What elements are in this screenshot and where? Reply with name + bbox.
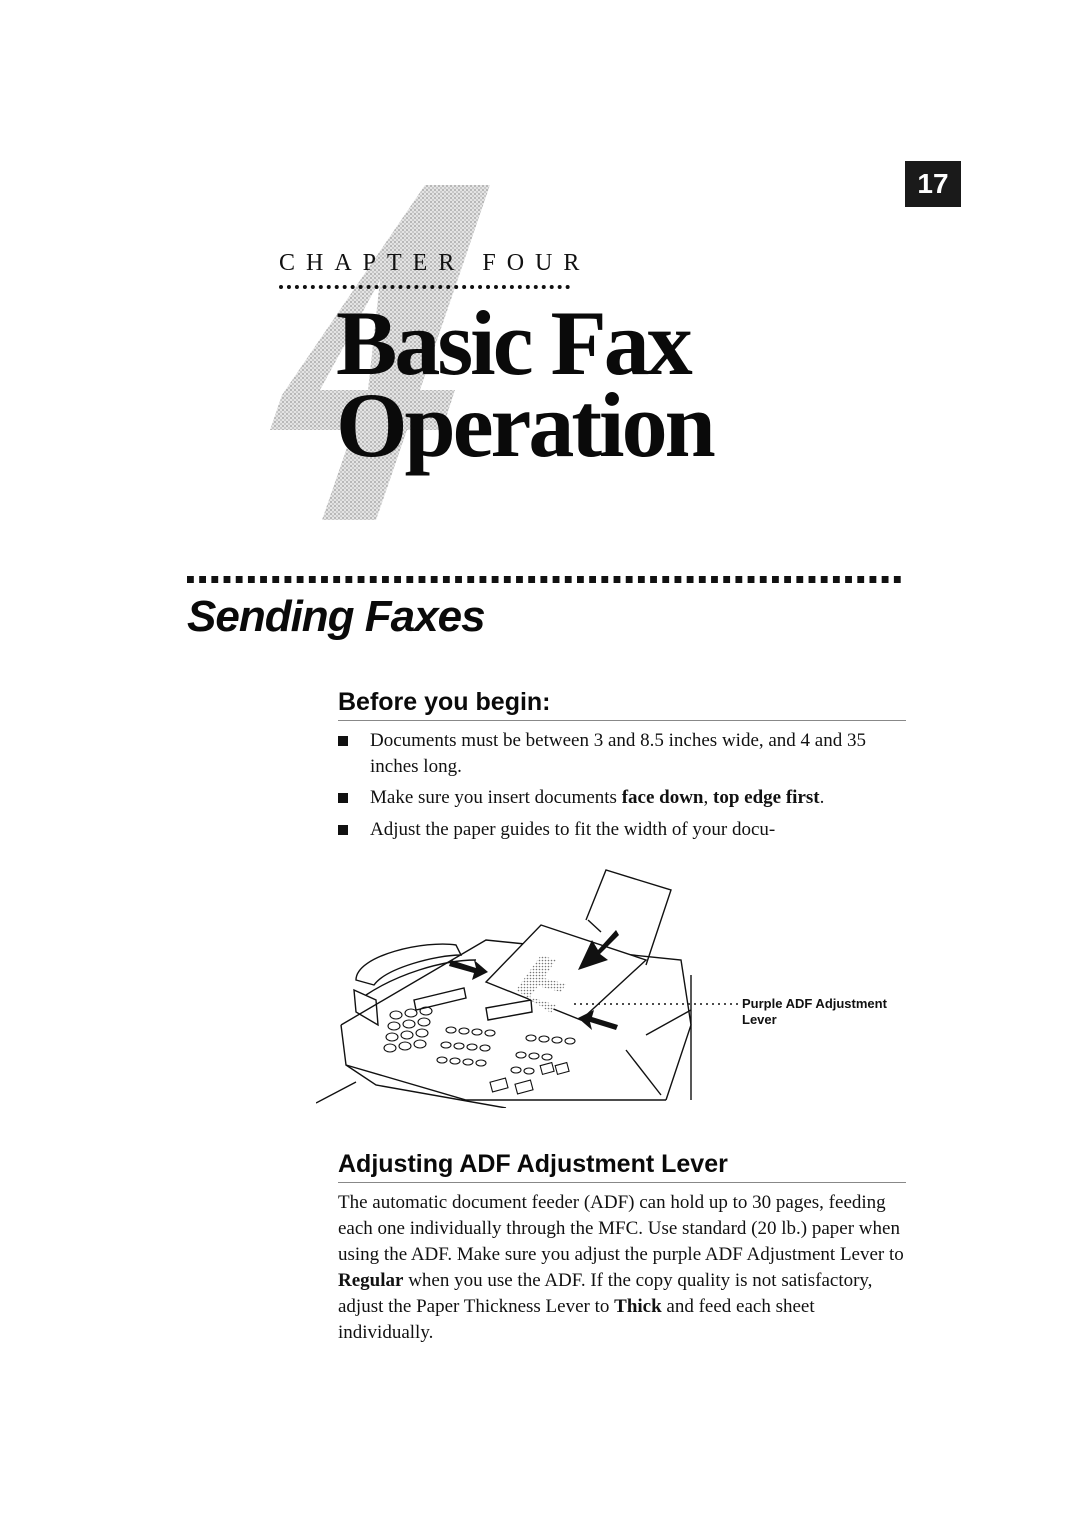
page-number: 17: [905, 161, 961, 207]
bullet-text: Adjust the paper guides to fit the width of your docu-: [370, 819, 776, 840]
section-dotted-rule: [187, 576, 905, 583]
bullet-text: [370, 785, 898, 811]
bullet-square-icon: [338, 736, 348, 746]
subheading-rule: [338, 720, 906, 721]
bullet-text-prefix: Make sure you insert documents: [370, 787, 622, 808]
callout-line1: Purple ADF Adjustment: [742, 996, 887, 1011]
bullet-item: [338, 728, 898, 780]
before-you-begin-heading: Before you begin:: [338, 688, 551, 716]
chapter-title-line1: Basic Fax: [336, 292, 690, 394]
figure-callout-label: [742, 996, 887, 1028]
bullet-square-icon: [338, 793, 348, 803]
callout-line2: Lever: [742, 1012, 777, 1027]
adf-bold-regular: Regular: [338, 1270, 404, 1291]
bullet-separator: ,: [703, 787, 714, 808]
bullet-bold-top-edge: top edge first: [713, 787, 820, 808]
fax-machine-illustration: [316, 860, 906, 1108]
subheading-rule: [338, 1182, 906, 1183]
adf-bold-thick: Thick: [614, 1296, 662, 1317]
adf-section-heading: Adjusting ADF Adjustment Lever: [338, 1150, 728, 1178]
bullet-suffix: .: [819, 787, 825, 808]
adf-paragraph: [338, 1190, 906, 1346]
bullet-text: Documents must be between 3 and 8.5 inches wide, and 4 and 35 inches long.: [370, 730, 866, 777]
adf-para-part2: when you use the ADF. If the copy quality is not satisfactory, adjust the Paper Thickness Lever to: [338, 1270, 873, 1317]
chapter-dotted-rule: [279, 285, 570, 289]
chapter-label: CHAPTER FOUR: [279, 250, 591, 276]
section-heading: Sending Faxes: [187, 592, 485, 641]
bullet-square-icon: [338, 825, 348, 835]
bullet-item: [338, 785, 898, 811]
bullet-item: [338, 817, 898, 843]
bullet-bold-face-down: face down: [621, 787, 704, 808]
adf-para-part3: and feed each sheet individually.: [338, 1296, 815, 1343]
adf-para-part1: The automatic document feeder (ADF) can hold up to 30 pages, feeding each one individually through the MFC. Use standard (20 lb.) paper when using the ADF. Make sure you adjust the purple ADF Adjustment Lever to: [338, 1192, 904, 1265]
chapter-title-line2: Operation: [336, 374, 713, 476]
